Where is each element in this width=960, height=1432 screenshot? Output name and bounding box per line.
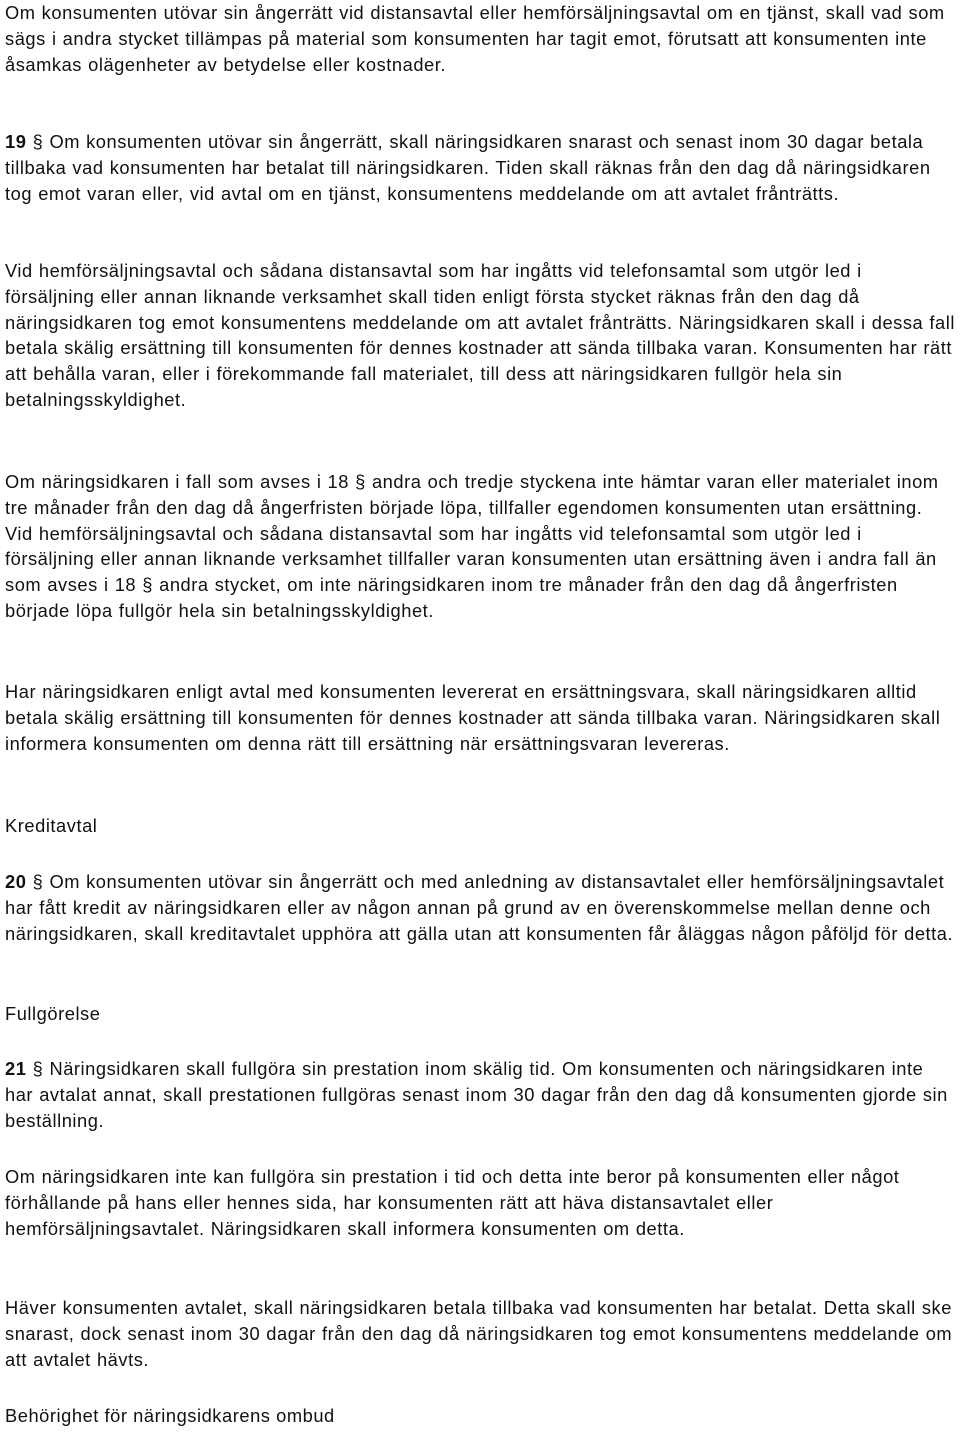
section-19 — [5, 129, 955, 206]
section-sign: § — [32, 871, 44, 892]
section-20 — [5, 869, 955, 946]
heading-behörighet: Behörighet för näringsidkarens ombud — [5, 1405, 335, 1426]
paragraph-text: Har näringsidkaren enligt avtal med konsumenten levererat en ersättningsvara, skall näringsidkaren alltid betala skälig ersättning till konsumenten för dennes kostnader att sända tillbaka varan. Näringsidkaren skall informera konsumenten om denna rätt till ersättning när ersättningsvaran levereras. — [5, 681, 941, 754]
paragraph-egendom-tillfaller — [5, 469, 955, 624]
heading-fullgörelse: Fullgörelse — [5, 1003, 101, 1024]
section-sign: § — [32, 131, 44, 152]
paragraph-material-ångerrätt — [5, 0, 955, 77]
section-21 — [5, 1056, 955, 1133]
paragraph-hävningsrätt — [5, 1164, 955, 1241]
paragraph-text: Häver konsumenten avtalet, skall näringsidkaren betala tillbaka vad konsumenten har betalat. Detta skall ske snarast, dock senast inom 30 dagar från den dag då näringsidkaren tog emot konsumentens meddelande om att avtalet hävts. — [5, 1297, 953, 1370]
paragraph-text: Om näringsidkaren inte kan fullgöra sin prestation i tid och detta inte beror på konsumenten eller något förhållande på hans eller hennes sida, har konsumenten rätt att häva distansavtalet eller hemförsäljningsavtalet. Näringsidkaren skall informera konsumenten om detta. — [5, 1166, 900, 1239]
section-sign: § — [32, 1058, 44, 1079]
paragraph-text: Om konsumenten utövar sin ångerrätt vid distansavtal eller hemförsäljningsavtal om en tjänst, skall vad som sägs i andra stycket tillämpas på material som konsumenten har tagit emot, förutsatt att konsumenten inte åsamkas olägenheter av betydelse eller kostnader. — [5, 2, 945, 75]
paragraph-ersättningsvara — [5, 679, 955, 756]
paragraph-återbetalning — [5, 1295, 955, 1372]
section-number: 21 — [5, 1058, 27, 1079]
heading-kreditavtal: Kreditavtal — [5, 815, 98, 836]
section-number: 19 — [5, 131, 27, 152]
paragraph-hemförsäljning-tid — [5, 258, 955, 413]
section-text: Om konsumenten utövar sin ångerrätt och med anledning av distansavtalet eller hemförsäljningsavtalet har fått kredit av näringsidkaren eller av någon annan på grund av en överenskommelse mellan denne och näringsidkaren, skall kreditavtalet upphöra att gälla utan att konsumenten får åläggas någon påföljd för detta. — [5, 871, 954, 944]
section-text: Om konsumenten utövar sin ångerrätt, skall näringsidkaren snarast och senast inom 30 dagar betala tillbaka vad konsumenten har betalat till näringsidkaren. Tiden skall räknas från den dag då näringsidkaren tog emot varan eller, vid avtal om en tjänst, konsumentens meddelande om att avtalet frånträtts. — [5, 131, 931, 204]
section-text: Näringsidkaren skall fullgöra sin prestation inom skälig tid. Om konsumenten och näringsidkaren inte har avtalat annat, skall prestationen fullgöras senast inom 30 dagar från den dag då konsumenten gjorde sin beställning. — [5, 1058, 948, 1131]
paragraph-text: Vid hemförsäljningsavtal och sådana distansavtal som har ingåtts vid telefonsamtal som utgör led i försäljning eller annan liknande verksamhet skall tiden enligt första stycket räknas från den dag då näringsidkaren tog emot konsumentens meddelande om att avtalet frånträtts. Näringsidkaren skall i dessa fall betala skälig ersättning till konsumenten för dennes kostnader att sända tillbaka varan. Konsumenten har rätt att behålla varan, eller i förekommande fall materialet, till dess att näringsidkaren fullgör hela sin betalningsskyldighet. — [5, 260, 955, 410]
section-number: 20 — [5, 871, 27, 892]
paragraph-text: Om näringsidkaren i fall som avses i 18 § andra och tredje styckena inte hämtar varan eller materialet inom tre månader från den dag då ångerfristen började löpa, tillfaller egendomen konsumenten utan ersättning. Vid hemförsäljningsavtal och sådana distansavtal som har ingåtts vid telefonsamtal som utgör led i försäljning eller annan liknande verksamhet tillfaller varan konsumenten utan ersättning även i andra fall än som avses i 18 § andra stycket, om inte näringsidkaren inom tre månader från den dag då ångerfristen började löpa fullgör hela sin betalningsskyldighet. — [5, 471, 939, 621]
